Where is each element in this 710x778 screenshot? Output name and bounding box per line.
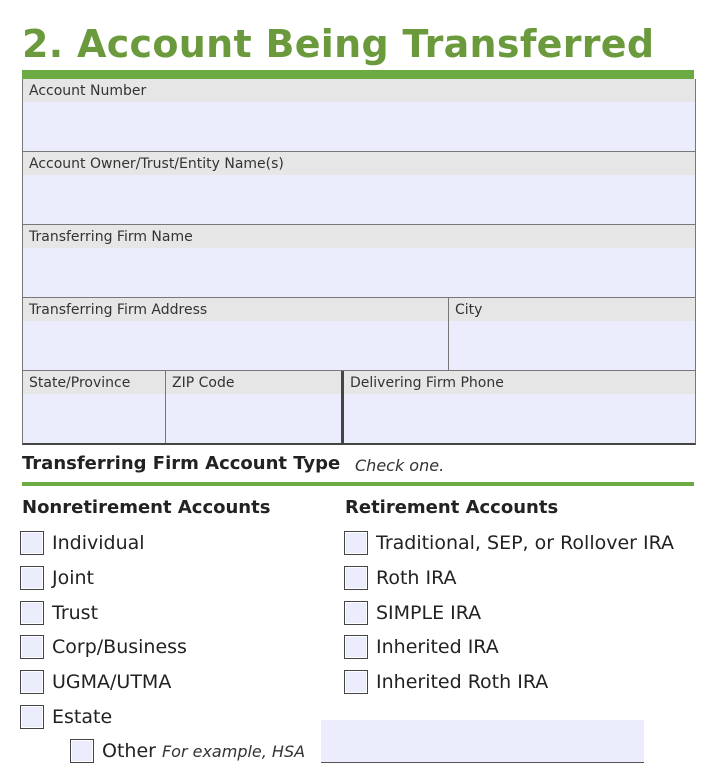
row-state-zip-phone	[23, 371, 695, 443]
trust-checkbox[interactable]	[20, 601, 44, 625]
zip-cell	[165, 371, 341, 443]
account-number-field[interactable]	[23, 102, 695, 151]
inherited-ira-checkbox[interactable]	[344, 635, 368, 659]
nonretirement-heading: Nonretirement Accounts	[22, 497, 271, 518]
simple-ira-label: SIMPLE IRA	[376, 602, 482, 624]
firm-name-label: Transferring Firm Name	[23, 225, 695, 248]
option-joint	[20, 563, 94, 593]
roth-ira-checkbox[interactable]	[344, 566, 368, 590]
state-label: State/Province	[23, 371, 165, 394]
individual-label: Individual	[52, 532, 145, 554]
state-cell	[23, 371, 165, 443]
corp-business-checkbox[interactable]	[20, 635, 44, 659]
account-number-label: Account Number	[23, 79, 695, 102]
firm-name-field[interactable]	[23, 248, 695, 297]
roth-ira-label: Roth IRA	[376, 567, 457, 589]
row-address-city	[23, 298, 695, 371]
option-estate	[20, 702, 112, 732]
simple-ira-checkbox[interactable]	[344, 601, 368, 625]
firm-name-cell	[23, 225, 695, 297]
owner-name-field[interactable]	[23, 175, 695, 224]
option-simple-ira	[344, 598, 481, 628]
trust-label: Trust	[52, 602, 99, 624]
firm-address-cell	[23, 298, 448, 370]
option-roth-ira	[344, 563, 457, 593]
city-field[interactable]	[449, 321, 695, 370]
account-details-grid	[22, 79, 696, 445]
owner-name-cell	[23, 152, 695, 224]
account-type-divider	[22, 482, 694, 486]
traditional-ira-label: Traditional, SEP, or Rollover IRA	[376, 532, 675, 554]
firm-address-label: Transferring Firm Address	[23, 298, 448, 321]
state-field[interactable]	[23, 394, 165, 443]
option-ugma-utma	[20, 667, 171, 697]
joint-label: Joint	[52, 567, 94, 589]
estate-checkbox[interactable]	[20, 705, 44, 729]
phone-cell	[341, 371, 695, 443]
account-type-note: Check one.	[355, 456, 445, 475]
option-trust	[20, 598, 98, 628]
inherited-roth-ira-checkbox[interactable]	[344, 670, 368, 694]
estate-label: Estate	[52, 706, 113, 728]
option-other	[70, 736, 305, 766]
ugma-utma-checkbox[interactable]	[20, 670, 44, 694]
traditional-ira-checkbox[interactable]	[344, 531, 368, 555]
city-cell	[448, 298, 695, 370]
phone-label: Delivering Firm Phone	[344, 371, 695, 394]
other-example: For example, HSA	[161, 741, 306, 761]
row-account-number	[23, 79, 695, 152]
option-inherited-roth-ira	[344, 667, 548, 697]
zip-label: ZIP Code	[166, 371, 341, 394]
account-type-heading: Transferring Firm Account Type	[22, 453, 341, 474]
section-title: 2. Account Being Transferred	[22, 22, 655, 66]
option-traditional-ira	[344, 528, 674, 558]
row-owner-name	[23, 152, 695, 225]
other-checkbox[interactable]	[70, 739, 94, 763]
individual-checkbox[interactable]	[20, 531, 44, 555]
option-individual	[20, 528, 145, 558]
retirement-heading: Retirement Accounts	[345, 497, 559, 518]
account-number-cell	[23, 79, 695, 151]
city-label: City	[449, 298, 695, 321]
phone-field[interactable]	[344, 394, 695, 443]
option-inherited-ira	[344, 632, 499, 662]
other-label: Other	[102, 740, 156, 762]
option-corp-business	[20, 632, 187, 662]
corp-business-label: Corp/Business	[52, 636, 187, 658]
zip-field[interactable]	[166, 394, 341, 443]
inherited-ira-label: Inherited IRA	[376, 636, 499, 658]
row-firm-name	[23, 225, 695, 298]
firm-address-field[interactable]	[23, 321, 448, 370]
joint-checkbox[interactable]	[20, 566, 44, 590]
other-input-field[interactable]	[321, 720, 644, 763]
owner-name-label: Account Owner/Trust/Entity Name(s)	[23, 152, 695, 175]
title-underline	[22, 70, 694, 79]
inherited-roth-ira-label: Inherited Roth IRA	[376, 671, 549, 693]
ugma-utma-label: UGMA/UTMA	[52, 671, 172, 693]
